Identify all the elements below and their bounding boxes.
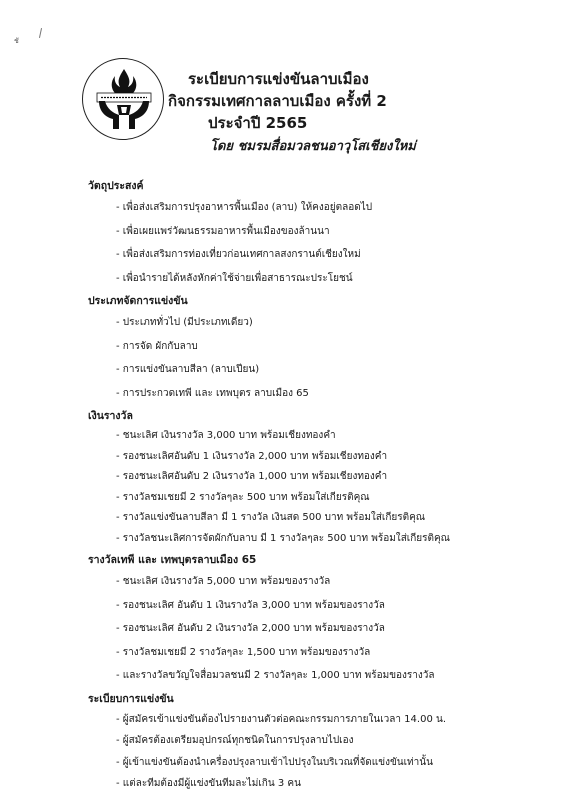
- section-heading: วัตถุประสงค์: [88, 180, 144, 192]
- list-item: - ผู้เข้าแข่งขันต้องนำเครื่องปรุงลาบเข้าไปปรุงในบริเวณที่จัดแข่งขันเท่านั้น: [88, 752, 548, 774]
- list-item: - รางวัลชมเชยมี 2 รางวัลๆละ 1,500 บาท พร้อมของรางวัล: [88, 641, 548, 665]
- list-item: - ผู้สมัครเข้าแข่งขันต้องไปรายงานตัวต่อคณะกรรมการภายในเวลา 14.00 น.: [88, 709, 548, 731]
- section-rules: [88, 690, 548, 795]
- byline: โดย ชมรมสื่อมวลชนอาวุโสเชียงใหม่: [210, 139, 416, 154]
- list-item: - เพื่อส่งเสริมการท่องเที่ยวก่อนเทศกาลสงกรานต์เชียงใหม่: [88, 243, 548, 267]
- list-item: - รางวัลแข่งขันลาบสีลา มี 1 รางวัล เงินสด 500 บาท พร้อมใส่เกียรติคุณ: [88, 508, 548, 529]
- list-item: - รองชนะเลิศอันดับ 1 เงินรางวัล 2,000 บาท พร้อมเชียงทองคำ: [88, 447, 548, 468]
- section-heading: รางวัลเทพี และ เทพบุตรลาบเมือง 65: [88, 554, 257, 566]
- section-categories: [88, 292, 548, 405]
- list-item: - การจัด ผักกับลาบ: [88, 335, 548, 359]
- document-body: [88, 175, 548, 795]
- list-item: - การแข่งขันลาบสีลา (ลาบเปียน): [88, 358, 548, 382]
- list-item: - ชนะเลิศ เงินรางวัล 5,000 บาท พร้อมของรางวัล: [88, 570, 548, 594]
- section-objectives: [88, 177, 548, 290]
- document-header: [168, 68, 498, 134]
- list-item: - เพื่อนำรายได้หลังหักค่าใช้จ่ายเพื่อสาธารณะประโยชน์: [88, 267, 548, 291]
- section-pageant: [88, 551, 548, 688]
- list-item: - และรางวัลขวัญใจสื่อมวลชนมี 2 รางวัลๆละ 1,000 บาท พร้อมของรางวัล: [88, 664, 548, 688]
- club-logo: [82, 58, 164, 140]
- list-item: - ประเภททั่วไป (มีประเภทเดียว): [88, 311, 548, 335]
- list-item: - รางวัลชมเชยมี 2 รางวัลๆละ 500 บาท พร้อมใส่เกียรติคุณ: [88, 488, 548, 509]
- list-item: - การประกวดเทพี และ เทพบุตร ลาบเมือง 65: [88, 382, 548, 406]
- list-item: - ผู้สมัครต้องเตรียมอุปกรณ์ทุกชนิดในการปรุงลาบไปเอง: [88, 730, 548, 752]
- list-item: - แต่ละทีมต้องมีผู้แข่งขันทีมละไม่เกิน 3 คน: [88, 773, 548, 795]
- section-prizes: [88, 407, 548, 549]
- section-heading: ระเบียบการแข่งขัน: [88, 692, 174, 705]
- section-heading: เงินรางวัล: [88, 410, 133, 422]
- title-line-3: ประจำปี 2565: [208, 114, 308, 132]
- list-item: - รางวัลชนะเลิศการจัดผักกับลาบ มี 1 รางวัลๆละ 500 บาท พร้อมใส่เกียรติคุณ: [88, 529, 548, 550]
- scan-tick-mark: [39, 28, 42, 38]
- list-item: - รองชนะเลิศ อันดับ 2 เงินรางวัล 2,000 บาท พร้อมของรางวัล: [88, 617, 548, 641]
- list-item: - เพื่อเผยแพร่วัฒนธรรมอาหารพื้นเมืองของล้านนา: [88, 220, 548, 244]
- title-line-1: ระเบียบการแข่งขันลาบเมือง: [188, 70, 369, 88]
- section-heading: ประเภทจัดการแข่งขัน: [88, 295, 188, 307]
- list-item: - รองชนะเลิศอันดับ 2 เงินรางวัล 1,000 บาท พร้อมเชียงทองคำ: [88, 467, 548, 488]
- hands-holding-emblem-icon: [83, 59, 165, 141]
- corner-mark: ชั: [14, 37, 19, 45]
- list-item: - เพื่อส่งเสริมการปรุงอาหารพื้นเมือง (ลาบ) ให้คงอยู่ตลอดไป: [88, 196, 548, 220]
- title-line-2: กิจกรรมเทศกาลลาบเมือง ครั้งที่ 2: [168, 92, 387, 110]
- list-item: - รองชนะเลิศ อันดับ 1 เงินรางวัล 3,000 บาท พร้อมของรางวัล: [88, 594, 548, 618]
- list-item: - ชนะเลิศ เงินรางวัล 3,000 บาท พร้อมเชียงทองคำ: [88, 426, 548, 447]
